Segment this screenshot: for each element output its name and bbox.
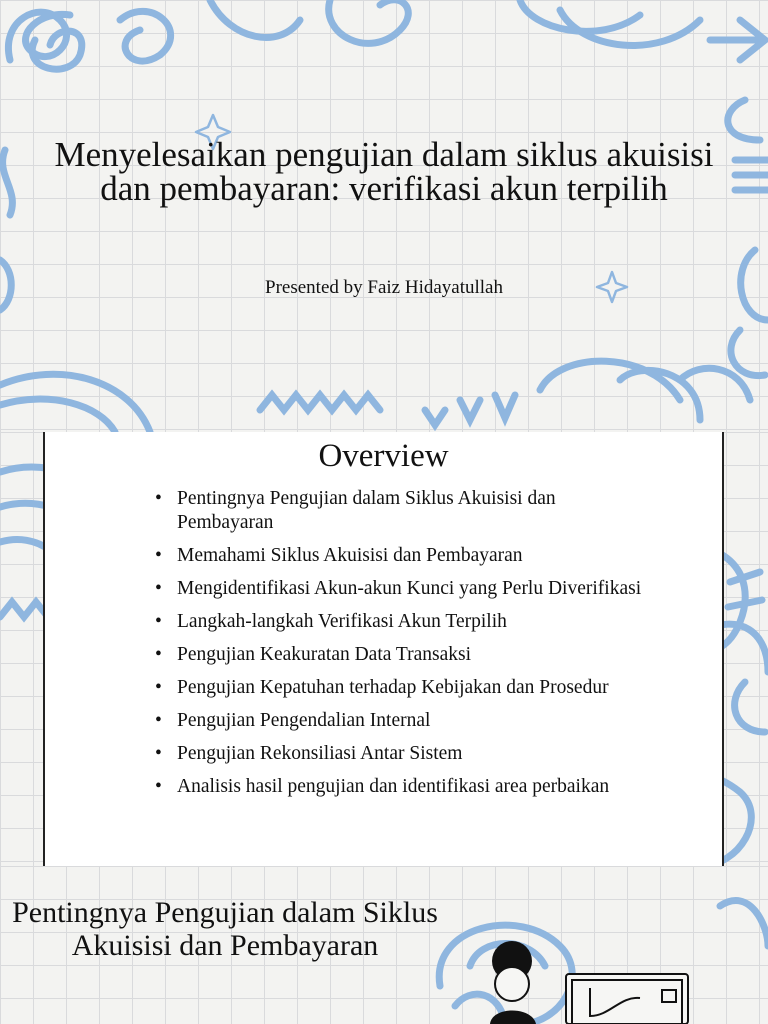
overview-heading: Overview (318, 438, 449, 474)
section-slide (0, 866, 768, 1024)
list-item: • Pengujian Kepatuhan terhadap Kebijakan dan Prosedur (155, 676, 745, 700)
scribble-decoration (0, 0, 768, 432)
title-slide (0, 0, 768, 432)
monitor-illustration (566, 974, 688, 1024)
person-illustration (490, 941, 536, 1024)
list-item: • Pengujian Rekonsiliasi Antar Sistem (155, 742, 745, 766)
list-item: • Pengujian Keakuratan Data Transaksi (155, 643, 745, 667)
list-item: • Mengidentifikasi Akun-akun Kunci yang Perlu Diverifikasi (155, 577, 745, 601)
list-item: • Analisis hasil pengujian dan identifikasi area perbaikan (155, 775, 745, 799)
overview-panel (43, 432, 724, 866)
list-item: • Memahami Siklus Akuisisi dan Pembayaran (155, 544, 745, 568)
overview-slide (0, 432, 768, 866)
overview-list (155, 487, 745, 808)
section-title: Pentingnya Pengujian dalam Siklus Akuisisi dan Pembayaran (12, 896, 438, 962)
list-item: • Langkah-langkah Verifikasi Akun Terpilih (155, 610, 745, 634)
presentation-title: Menyelesaikan pengujian dalam siklus akuisisi dan pembayaran: verifikasi akun terpilih (54, 135, 714, 208)
list-item: • Pentingnya Pengujian dalam Siklus Akuisisi dan Pembayaran (155, 487, 647, 535)
list-item: • Pengujian Pengendalian Internal (155, 709, 745, 733)
presenter-line: Presented by Faiz Hidayatullah (265, 277, 503, 298)
